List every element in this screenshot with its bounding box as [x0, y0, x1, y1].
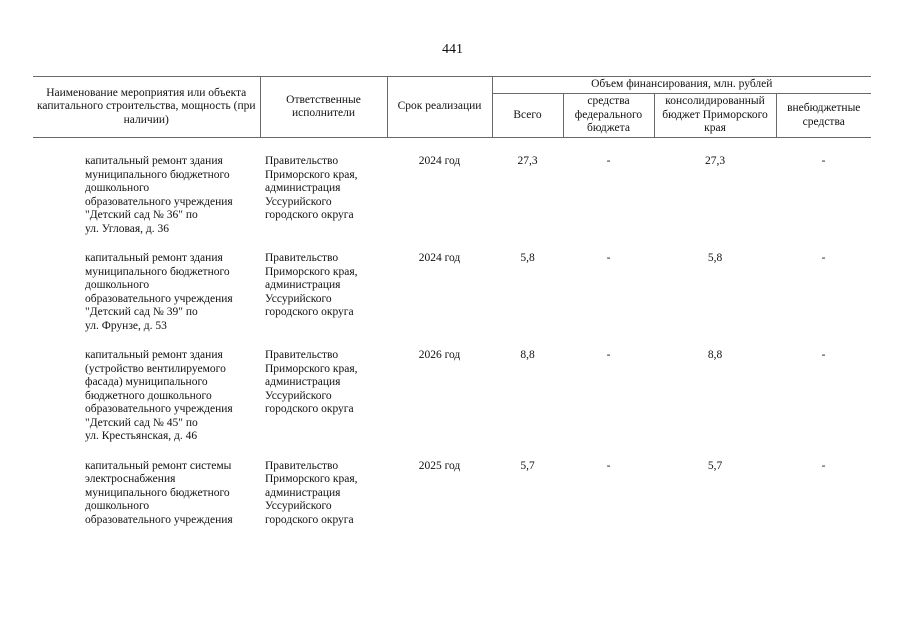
row-executor-line: Приморского края, — [265, 265, 358, 278]
row-executor-line: Уссурийского — [265, 292, 332, 305]
row-total: 5,7 — [520, 459, 535, 472]
header-name: Наименование мероприятия или объекта капитального строительства, мощность (при наличии) — [33, 77, 260, 138]
row-executor-line: Правительство — [265, 459, 339, 472]
row-name-line: фасада) муниципального — [85, 376, 208, 388]
table-row — [33, 349, 871, 460]
row-executor-line: Правительство — [265, 252, 339, 264]
row-name-line: образовательного учреждения — [85, 403, 233, 415]
row-executor-line: администрация — [265, 486, 341, 499]
row-executor-line: городского округа — [265, 403, 354, 415]
row-name-line: "Детский сад № 39" по — [85, 306, 198, 318]
row-name-line: капитальный ремонт системы — [85, 459, 232, 472]
row-offbudget: - — [821, 252, 826, 264]
header-offbudget: внебюджетные средства — [776, 94, 871, 138]
row-executor-line: городского округа — [265, 513, 354, 526]
row-regional: 8,8 — [707, 349, 723, 361]
row-name-cell — [33, 138, 260, 253]
row-executor-line: администрация — [265, 279, 341, 291]
table-row — [33, 252, 871, 349]
row-name-line: ул. Крестьянская, д. 46 — [85, 430, 198, 442]
table-header — [33, 77, 871, 138]
row-federal: - — [606, 155, 611, 167]
row-federal: - — [606, 252, 611, 264]
row-name-cell — [33, 252, 260, 349]
row-name-line: муниципального бюджетного — [85, 265, 230, 278]
row-regional: 27,3 — [704, 155, 726, 167]
row-term: 2025 год — [418, 459, 461, 472]
row-name-cell — [33, 460, 260, 544]
row-executors-cell — [260, 349, 387, 460]
row-name-cell — [33, 349, 260, 460]
row-name-line: дошкольного — [85, 182, 150, 194]
row-name-line: капитальный ремонт здания — [85, 155, 223, 167]
table-body — [33, 138, 871, 544]
row-name-line: дошкольного — [85, 279, 150, 291]
row-name-line: (устройство вентилируемого — [85, 362, 226, 375]
row-executor-line: Приморского края, — [265, 362, 358, 375]
row-term: 2024 год — [418, 252, 461, 264]
row-executor-line: Приморского края, — [265, 473, 358, 485]
row-name-line: капитальный ремонт здания — [85, 252, 223, 264]
row-total: 5,8 — [520, 252, 535, 264]
row-name-line: муниципального бюджетного — [85, 486, 230, 499]
row-executor-line: Уссурийского — [265, 389, 332, 402]
row-name-line: бюджетного дошкольного — [85, 389, 212, 402]
row-total: 8,8 — [520, 349, 535, 361]
row-offbudget: - — [821, 155, 826, 167]
row-name-line: капитальный ремонт здания — [85, 349, 223, 361]
row-executor-line: Уссурийского — [265, 195, 332, 208]
row-executor-line: Правительство — [265, 155, 339, 167]
row-executor-line: городского округа — [265, 209, 354, 221]
row-name-line: муниципального бюджетного — [85, 168, 230, 181]
table-row — [33, 138, 871, 253]
row-name-line: ул. Угловая, д. 36 — [85, 222, 170, 235]
row-regional: 5,8 — [707, 252, 723, 264]
row-executor-line: Правительство — [265, 349, 339, 361]
table-row — [33, 460, 871, 544]
funding-table — [33, 76, 871, 543]
row-executors-cell — [260, 138, 387, 253]
row-federal: - — [606, 349, 611, 361]
header-funding-group: Объем финансирования, млн. рублей — [492, 77, 871, 94]
header-total: Всего — [492, 94, 563, 138]
row-executors-cell — [260, 460, 387, 544]
row-name-line: "Детский сад № 45" по — [85, 416, 198, 429]
row-name-line: "Детский сад № 36" по — [85, 209, 198, 221]
row-regional: 5,7 — [707, 459, 723, 472]
row-offbudget: - — [821, 459, 826, 472]
row-executor-line: городского округа — [265, 306, 354, 318]
row-term: 2024 год — [418, 155, 461, 167]
header-regional: консолидированный бюджет Приморского края — [654, 94, 776, 138]
row-executor-line: Уссурийского — [265, 500, 332, 512]
header-federal: средства федерального бюджета — [563, 94, 654, 138]
page-number: 441 — [442, 42, 463, 57]
row-executor-line: администрация — [265, 182, 341, 194]
row-executor-line: Приморского края, — [265, 168, 358, 181]
row-name-line: ул. Фрунзе, д. 53 — [85, 319, 167, 332]
header-term: Срок реализации — [387, 77, 492, 138]
row-executors-cell — [260, 252, 387, 349]
row-name-line: электроснабжения — [85, 473, 176, 485]
row-executor-line: администрация — [265, 376, 341, 388]
row-offbudget: - — [821, 349, 826, 361]
row-total: 27,3 — [517, 155, 538, 167]
row-federal: - — [606, 459, 611, 472]
row-term: 2026 год — [418, 349, 461, 361]
row-name-line: образовательного учреждения — [85, 513, 233, 526]
row-name-line: образовательного учреждения — [85, 292, 233, 305]
row-name-line: дошкольного — [85, 500, 150, 512]
header-executors: Ответственные исполнители — [260, 77, 387, 138]
row-name-line: образовательного учреждения — [85, 195, 233, 208]
